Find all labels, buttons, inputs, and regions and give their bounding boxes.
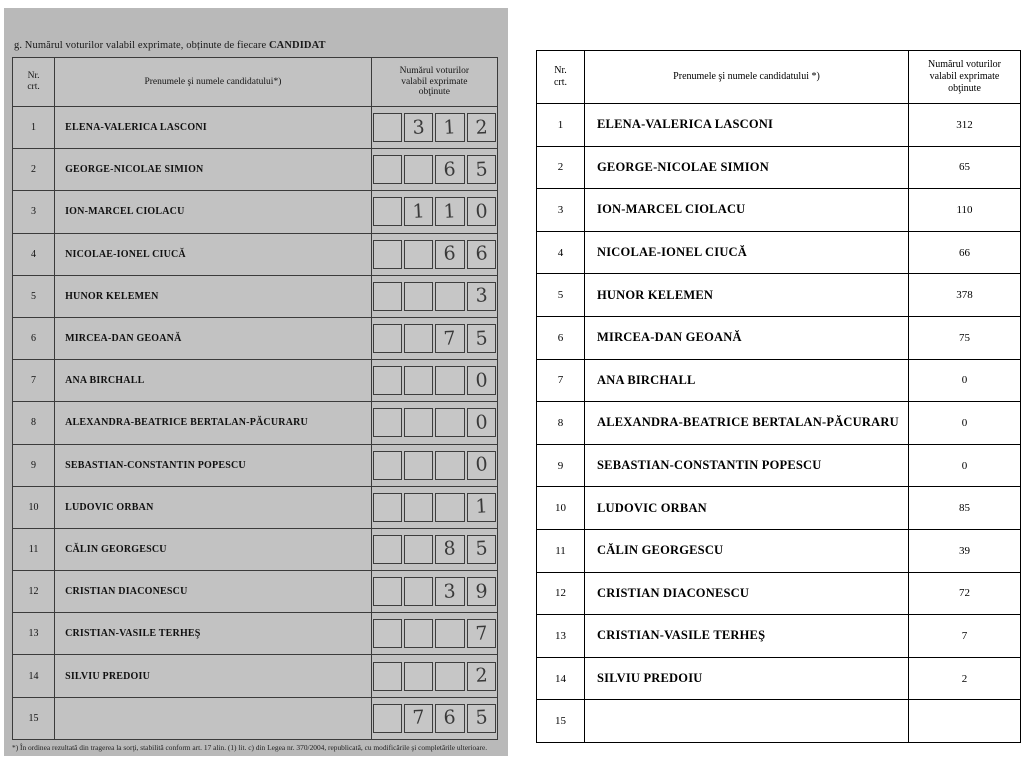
clean-header-row (537, 51, 1021, 104)
digit-box (467, 493, 496, 522)
digit-glyph (374, 675, 401, 676)
row-votes: 65 (909, 146, 1021, 189)
digit-box (467, 451, 496, 480)
digit-box (435, 324, 464, 353)
digit-glyph: 1 (474, 495, 488, 519)
scanned-table-body (13, 107, 498, 740)
row-nr: 2 (537, 146, 585, 189)
digit-glyph: 0 (474, 453, 488, 476)
digit-glyph (374, 253, 401, 254)
row-votes: 0 (909, 402, 1021, 445)
row-nr: 14 (537, 657, 585, 700)
scan-col-votes-line2: valabil exprimate (401, 76, 468, 87)
row-votes: 2 (909, 657, 1021, 700)
row-nr: 6 (13, 317, 55, 359)
table-row (537, 572, 1021, 615)
row-nr: 1 (13, 107, 55, 149)
digit-box (435, 535, 464, 564)
row-vote-boxes (371, 317, 497, 359)
digit-box (373, 240, 402, 269)
clean-table-body (537, 104, 1021, 743)
digit-glyph: 5 (474, 158, 488, 181)
table-row (13, 107, 498, 149)
digit-glyph (405, 549, 432, 550)
row-nr: 7 (13, 360, 55, 402)
digit-glyph (405, 253, 432, 254)
row-votes: 75 (909, 316, 1021, 359)
row-candidate-name: MIRCEA-DAN GEOANĂ (55, 317, 372, 359)
scan-col-votes-line1: Numărul voturilor (399, 65, 470, 76)
scan-col-votes-line3: obţinute (418, 87, 450, 98)
digit-glyph: 5 (474, 706, 488, 730)
digit-box (467, 662, 496, 691)
clean-col-nr-line2: crt. (553, 77, 568, 88)
row-nr: 1 (537, 104, 585, 147)
row-candidate-name: HUNOR KELEMEN (55, 275, 372, 317)
scan-col-votes (371, 58, 497, 107)
row-candidate-name: CRISTIAN DIACONESCU (585, 572, 909, 615)
digit-glyph (374, 507, 401, 508)
digit-box (467, 113, 496, 142)
digit-box (467, 366, 496, 395)
digit-box (404, 577, 433, 606)
row-candidate-name: CRISTIAN-VASILE TERHEŞ (585, 615, 909, 658)
digit-glyph (436, 675, 463, 676)
row-vote-boxes (371, 444, 497, 486)
table-row (537, 359, 1021, 402)
row-nr: 9 (13, 444, 55, 486)
row-candidate-name: NICOLAE-IONEL CIUCĂ (55, 233, 372, 275)
digit-box (467, 535, 496, 564)
digit-box (404, 240, 433, 269)
row-candidate-name: LUDOVIC ORBAN (55, 486, 372, 528)
digit-box (435, 197, 464, 226)
digit-box (373, 408, 402, 437)
row-votes: 85 (909, 487, 1021, 530)
table-row (13, 697, 498, 739)
digit-box (435, 577, 464, 606)
scan-footnote: *) În ordinea rezultată din tragerea la sorţi, stabilită conform art. 17 alin. (1) lit. c) din Legea nr. 370/2004, republicată, cu modificările şi completările ulterioare. (12, 742, 488, 752)
digit-box (404, 535, 433, 564)
table-row (13, 444, 498, 486)
row-vote-boxes (371, 107, 497, 149)
row-nr: 3 (537, 189, 585, 232)
clean-col-votes (909, 51, 1021, 104)
row-nr: 12 (13, 571, 55, 613)
row-votes: 378 (909, 274, 1021, 317)
row-vote-boxes (371, 655, 497, 697)
row-votes: 0 (909, 359, 1021, 402)
row-votes: 66 (909, 231, 1021, 274)
row-nr: 10 (537, 487, 585, 530)
digit-box (435, 366, 464, 395)
row-candidate-name: GEORGE-NICOLAE SIMION (585, 146, 909, 189)
row-vote-boxes (371, 571, 497, 613)
table-row (13, 655, 498, 697)
digit-box (404, 493, 433, 522)
digit-box (467, 704, 496, 733)
row-nr: 2 (13, 149, 55, 191)
digit-box (404, 408, 433, 437)
digit-glyph: 0 (474, 411, 488, 434)
digit-box (435, 451, 464, 480)
row-nr: 4 (537, 231, 585, 274)
digit-glyph (405, 380, 432, 381)
digit-box (467, 577, 496, 606)
row-nr: 11 (537, 529, 585, 572)
table-row (13, 486, 498, 528)
row-votes: 0 (909, 444, 1021, 487)
digit-box (467, 240, 496, 269)
clean-col-votes-line3: obţinute (948, 83, 981, 94)
digit-box (435, 113, 464, 142)
digit-box (373, 366, 402, 395)
row-votes: 72 (909, 572, 1021, 615)
digit-glyph (374, 127, 401, 128)
digit-box (435, 493, 464, 522)
digit-box (467, 155, 496, 184)
scan-heading (14, 40, 498, 51)
table-row (537, 316, 1021, 359)
digit-box (404, 366, 433, 395)
digit-box (404, 451, 433, 480)
digit-glyph (405, 422, 432, 423)
table-row (537, 274, 1021, 317)
row-vote-boxes (371, 149, 497, 191)
row-candidate-name (55, 697, 372, 739)
row-nr: 12 (537, 572, 585, 615)
row-candidate-name: CĂLIN GEORGESCU (55, 528, 372, 570)
table-row (537, 402, 1021, 445)
digit-glyph (374, 633, 401, 634)
table-row (537, 146, 1021, 189)
row-vote-boxes (371, 613, 497, 655)
row-vote-boxes (371, 528, 497, 570)
digit-glyph: 7 (412, 706, 426, 730)
digit-box (373, 577, 402, 606)
row-vote-boxes (371, 233, 497, 275)
digit-glyph (405, 675, 432, 676)
digit-glyph (436, 296, 463, 297)
digit-glyph (405, 169, 432, 170)
row-nr: 13 (537, 615, 585, 658)
row-votes (909, 700, 1021, 743)
row-candidate-name: CRISTIAN-VASILE TERHEŞ (55, 613, 372, 655)
table-row (13, 402, 498, 444)
digit-box (373, 155, 402, 184)
table-row (537, 444, 1021, 487)
digit-box (373, 324, 402, 353)
clean-col-nr-line1: Nr. (554, 65, 567, 76)
digit-box (467, 197, 496, 226)
digit-box (435, 282, 464, 311)
table-row (537, 700, 1021, 743)
row-candidate-name: HUNOR KELEMEN (585, 274, 909, 317)
row-nr: 15 (13, 697, 55, 739)
digit-box (373, 535, 402, 564)
digit-glyph: 1 (443, 115, 457, 139)
digit-box (404, 197, 433, 226)
row-vote-boxes (371, 360, 497, 402)
digit-glyph (405, 296, 432, 297)
digit-glyph: 0 (474, 200, 488, 223)
digit-glyph (374, 591, 401, 592)
digit-box (404, 619, 433, 648)
digit-box (435, 704, 464, 733)
digit-glyph: 3 (412, 115, 426, 139)
digit-glyph: 3 (443, 579, 457, 603)
row-nr: 6 (537, 316, 585, 359)
row-votes: 7 (909, 615, 1021, 658)
row-candidate-name: ANA BIRCHALL (55, 360, 372, 402)
row-nr: 5 (537, 274, 585, 317)
row-nr: 11 (13, 528, 55, 570)
digit-glyph: 7 (443, 326, 457, 350)
digit-box (404, 324, 433, 353)
digit-glyph (436, 464, 463, 465)
digit-glyph (436, 422, 463, 423)
scanned-header-row (13, 58, 498, 107)
row-nr: 15 (537, 700, 585, 743)
scan-heading-text: g. Numărul voturilor valabil exprimate, obținute de fiecare (14, 40, 269, 51)
row-vote-boxes (371, 697, 497, 739)
table-row (13, 360, 498, 402)
digit-glyph (374, 718, 401, 719)
row-nr: 9 (537, 444, 585, 487)
digit-box (373, 113, 402, 142)
digit-box (373, 197, 402, 226)
digit-glyph (374, 211, 401, 212)
digit-glyph (374, 380, 401, 381)
row-candidate-name: SILVIU PREDOIU (585, 657, 909, 700)
digit-box (373, 704, 402, 733)
scan-col-nr-line2: crt. (27, 82, 40, 92)
row-votes: 110 (909, 189, 1021, 232)
transcribed-results-table (536, 50, 1021, 743)
digit-box (373, 493, 402, 522)
table-row (537, 487, 1021, 530)
digit-glyph: 6 (474, 242, 488, 266)
row-candidate-name: SEBASTIAN-CONSTANTIN POPESCU (55, 444, 372, 486)
row-candidate-name: ION-MARCEL CIOLACU (585, 189, 909, 232)
digit-glyph (405, 464, 432, 465)
clean-col-votes-line1: Numărul voturilor (927, 59, 1002, 70)
digit-box (404, 282, 433, 311)
digit-glyph: 7 (474, 622, 488, 645)
row-nr: 13 (13, 613, 55, 655)
row-candidate-name (585, 700, 909, 743)
row-candidate-name: MIRCEA-DAN GEOANĂ (585, 316, 909, 359)
table-row (13, 191, 498, 233)
table-row (13, 571, 498, 613)
scan-col-nr (13, 58, 55, 107)
row-candidate-name: SILVIU PREDOIU (55, 655, 372, 697)
row-vote-boxes (371, 402, 497, 444)
table-row (13, 275, 498, 317)
row-vote-boxes (371, 191, 497, 233)
digit-box (404, 662, 433, 691)
digit-glyph: 5 (474, 326, 488, 350)
table-row (537, 529, 1021, 572)
row-vote-boxes (371, 275, 497, 317)
digit-box (467, 408, 496, 437)
clean-table-head (537, 51, 1021, 104)
digit-box (467, 282, 496, 311)
digit-glyph: 2 (474, 664, 488, 687)
digit-glyph (374, 169, 401, 170)
row-votes: 312 (909, 104, 1021, 147)
digit-box (373, 619, 402, 648)
table-row (537, 615, 1021, 658)
digit-box (435, 408, 464, 437)
scan-heading-bold: CANDIDAT (269, 40, 326, 51)
digit-box (467, 619, 496, 648)
digit-box (373, 451, 402, 480)
row-candidate-name: ANA BIRCHALL (585, 359, 909, 402)
row-candidate-name: CĂLIN GEORGESCU (585, 529, 909, 572)
digit-box (404, 155, 433, 184)
digit-box (373, 662, 402, 691)
clean-col-name: Prenumele şi numele candidatului *) (585, 51, 909, 104)
row-candidate-name: ALEXANDRA-BEATRICE BERTALAN-PĂCURARU (585, 402, 909, 445)
digit-glyph (405, 338, 432, 339)
digit-box (435, 619, 464, 648)
clean-col-nr (537, 51, 585, 104)
row-nr: 7 (537, 359, 585, 402)
row-candidate-name: NICOLAE-IONEL CIUCĂ (585, 231, 909, 274)
row-candidate-name: ELENA-VALERICA LASCONI (585, 104, 909, 147)
table-row (13, 149, 498, 191)
table-row (13, 317, 498, 359)
digit-glyph (374, 296, 401, 297)
row-candidate-name: GEORGE-NICOLAE SIMION (55, 149, 372, 191)
digit-glyph: 6 (443, 242, 457, 266)
digit-glyph: 0 (474, 368, 488, 392)
row-votes: 39 (909, 529, 1021, 572)
row-nr: 10 (13, 486, 55, 528)
row-nr: 4 (13, 233, 55, 275)
digit-box (435, 240, 464, 269)
digit-glyph: 3 (474, 284, 488, 308)
digit-glyph (374, 338, 401, 339)
digit-glyph (436, 380, 463, 381)
digit-box (404, 704, 433, 733)
row-candidate-name: ION-MARCEL CIOLACU (55, 191, 372, 233)
scanned-form-panel (4, 8, 508, 756)
scan-col-name: Prenumele şi numele candidatului*) (55, 58, 372, 107)
digit-glyph: 2 (474, 115, 488, 139)
row-nr: 3 (13, 191, 55, 233)
transcribed-table-panel (536, 50, 1020, 743)
row-nr: 8 (537, 402, 585, 445)
digit-glyph (374, 549, 401, 550)
digit-glyph: 6 (443, 158, 457, 181)
table-row (13, 233, 498, 275)
row-vote-boxes (371, 486, 497, 528)
row-nr: 8 (13, 402, 55, 444)
row-candidate-name: ELENA-VALERICA LASCONI (55, 107, 372, 149)
table-row (537, 657, 1021, 700)
digit-glyph: 5 (474, 537, 488, 561)
digit-glyph: 1 (412, 200, 426, 223)
digit-glyph (374, 422, 401, 423)
digit-glyph: 8 (443, 537, 457, 561)
row-nr: 5 (13, 275, 55, 317)
digit-glyph (405, 507, 432, 508)
digit-box (467, 324, 496, 353)
table-row (537, 189, 1021, 232)
digit-glyph: 1 (443, 200, 457, 223)
digit-glyph (374, 464, 401, 465)
row-nr: 14 (13, 655, 55, 697)
table-row (537, 104, 1021, 147)
digit-glyph: 9 (474, 579, 488, 603)
digit-glyph (405, 633, 432, 634)
scanned-table-head (13, 58, 498, 107)
digit-glyph (405, 591, 432, 592)
digit-glyph: 6 (443, 706, 457, 730)
digit-glyph (436, 507, 463, 508)
digit-glyph (436, 633, 463, 634)
row-candidate-name: SEBASTIAN-CONSTANTIN POPESCU (585, 444, 909, 487)
digit-box (404, 113, 433, 142)
digit-box (435, 662, 464, 691)
clean-col-votes-line2: valabil exprimate (929, 71, 1000, 82)
table-row (13, 528, 498, 570)
row-candidate-name: CRISTIAN DIACONESCU (55, 571, 372, 613)
digit-box (373, 282, 402, 311)
row-candidate-name: ALEXANDRA-BEATRICE BERTALAN-PĂCURARU (55, 402, 372, 444)
scanned-results-table (12, 57, 498, 740)
table-row (13, 613, 498, 655)
row-candidate-name: LUDOVIC ORBAN (585, 487, 909, 530)
table-row (537, 231, 1021, 274)
digit-box (435, 155, 464, 184)
scan-col-nr-line1: Nr. (27, 71, 40, 82)
